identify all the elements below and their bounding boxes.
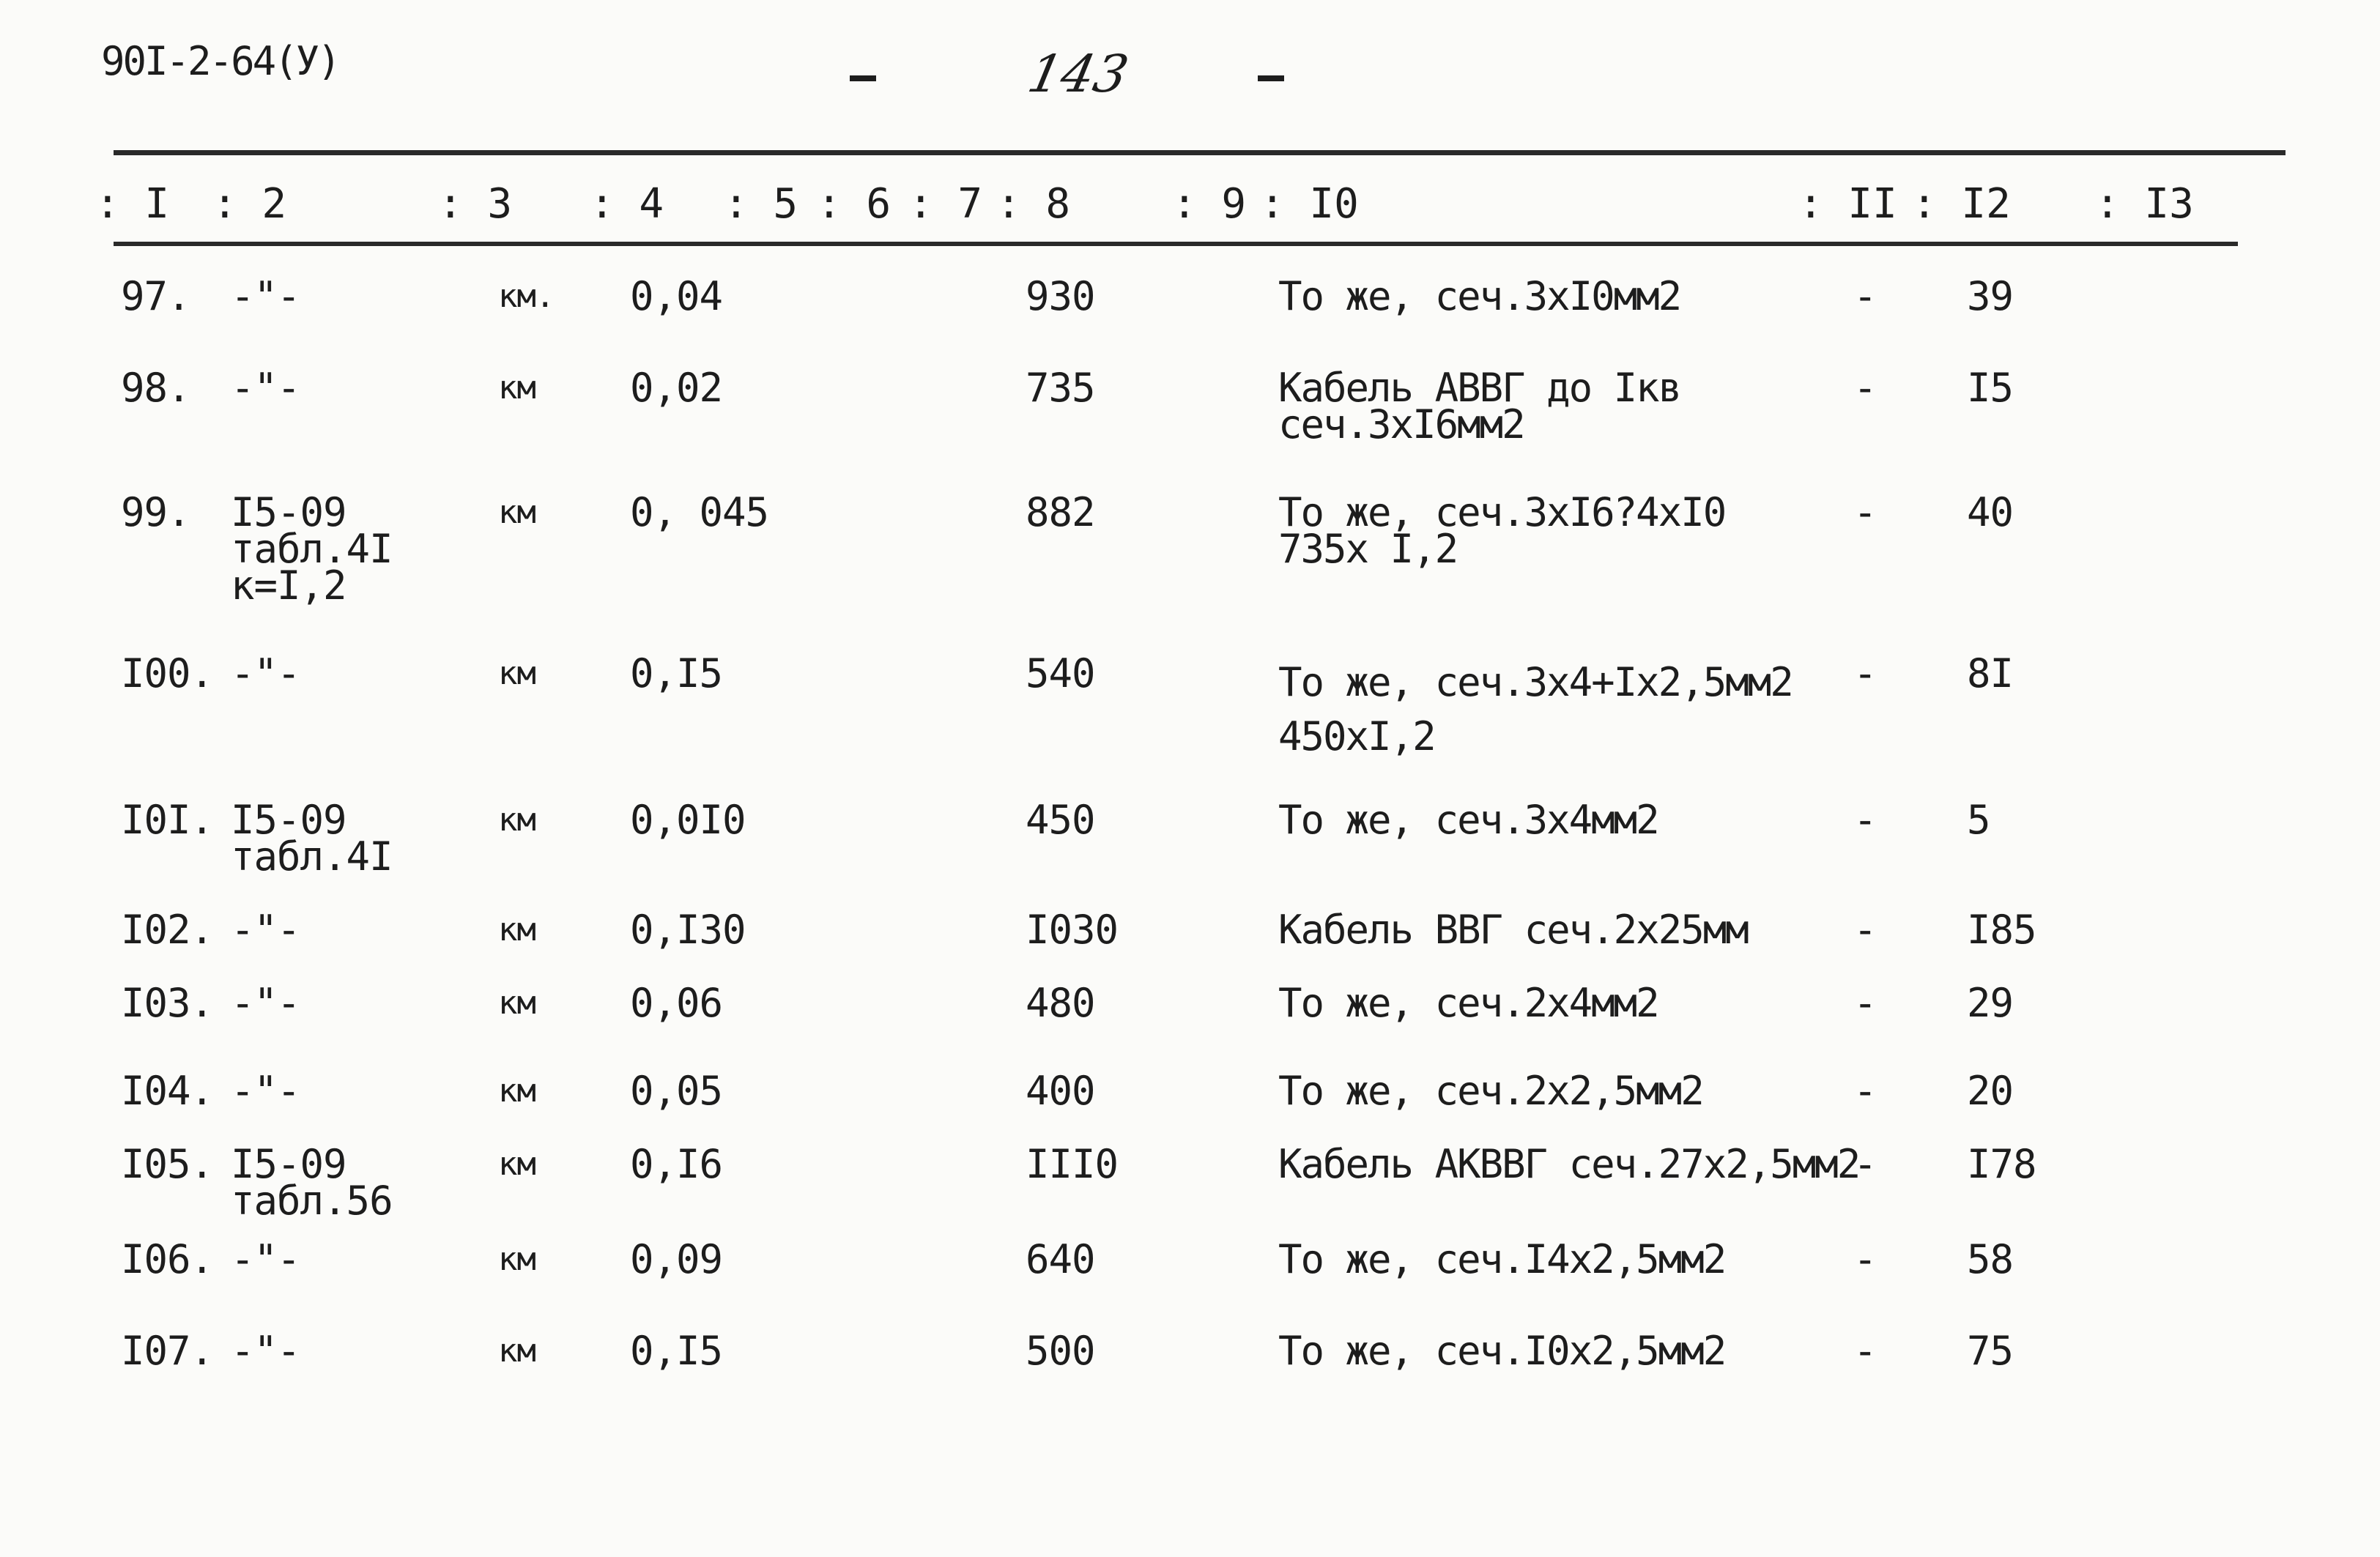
row-total: 39 (1967, 273, 2014, 319)
row-description: То же, сеч.3хI6?4хI0 735х I,2 (1278, 489, 1726, 572)
row-description: То же, сеч.3х4мм2 (1278, 797, 1658, 843)
header-rule-top (114, 150, 2286, 155)
column-header-6: : 6 (817, 180, 891, 228)
row-unit: км. (498, 278, 555, 315)
row-price: 540 (1026, 650, 1095, 696)
row-quantity: 0,I5 (630, 650, 723, 696)
row-price: I030 (1026, 907, 1119, 953)
row-total: 29 (1967, 980, 2014, 1026)
row-total: 8I (1967, 650, 2014, 696)
page-dash-right (1258, 75, 1284, 81)
row-price: 450 (1026, 797, 1095, 843)
row-dash: - (1853, 1328, 1877, 1374)
row-number: I06. (121, 1236, 214, 1282)
row-reference: I5-09 табл.4I (231, 797, 393, 880)
row-quantity: 0,I30 (630, 907, 746, 953)
row-unit: км (498, 984, 535, 1022)
row-number: 97. (121, 273, 190, 319)
row-quantity: 0,06 (630, 980, 723, 1026)
row-unit: км (498, 369, 535, 406)
row-unit: км (498, 801, 535, 839)
column-header-13: : I3 (2095, 180, 2194, 228)
row-quantity: 0,02 (630, 365, 723, 411)
row-number: I0I. (121, 797, 214, 843)
row-unit: км (498, 1072, 535, 1110)
row-description: То же, сеч.3хI0мм2 (1278, 273, 1681, 319)
row-quantity: 0,I6 (630, 1141, 723, 1187)
row-price: III0 (1026, 1141, 1119, 1187)
header-rule-bottom (114, 242, 2238, 246)
row-number: I05. (121, 1141, 214, 1187)
row-quantity: 0,0I0 (630, 797, 746, 843)
column-header-4: : 4 (590, 180, 664, 228)
row-reference: I5-09 табл.56 (231, 1141, 393, 1224)
row-number: 99. (121, 489, 190, 535)
row-price: 735 (1026, 365, 1095, 411)
page-number: 143 (1022, 44, 1133, 104)
row-number: I02. (121, 907, 214, 953)
row-reference: -"- (231, 273, 300, 319)
row-description: То же, сеч.I4х2,5мм2 (1278, 1236, 1726, 1282)
row-quantity: 0, 045 (630, 489, 769, 535)
column-header-5: : 5 (724, 180, 798, 228)
row-reference: -"- (231, 1068, 300, 1114)
row-reference: -"- (231, 1236, 300, 1282)
row-price: 400 (1026, 1068, 1095, 1114)
row-total: I5 (1967, 365, 2014, 411)
row-description: Кабель ВВГ сеч.2х25мм (1278, 907, 1748, 953)
row-description: Кабель АВВГ до Iкв сеч.3хI6мм2 (1278, 365, 1681, 447)
row-unit: км (498, 1332, 535, 1370)
row-number: I03. (121, 980, 214, 1026)
row-number: I07. (121, 1328, 214, 1374)
row-unit: км (498, 1241, 535, 1278)
column-header-7: : 7 (908, 180, 983, 228)
row-description: То же, сеч.I0х2,5мм2 (1278, 1328, 1726, 1374)
row-price: 882 (1026, 489, 1095, 535)
row-total: 58 (1967, 1236, 2014, 1282)
column-header-3: : 3 (438, 180, 513, 228)
row-reference: -"- (231, 907, 300, 953)
document-code: 90I-2-64(У) (101, 38, 339, 84)
row-dash: - (1853, 273, 1877, 319)
column-header-12: : I2 (1912, 180, 2011, 228)
row-dash: - (1853, 907, 1877, 953)
row-total: 5 (1967, 797, 1990, 843)
row-reference: -"- (231, 650, 300, 696)
column-header-1: : I (95, 180, 170, 228)
row-price: 500 (1026, 1328, 1095, 1374)
row-unit: км (498, 911, 535, 948)
row-quantity: 0,05 (630, 1068, 723, 1114)
row-total: I85 (1967, 907, 2036, 953)
row-description: То же, сеч.2х4мм2 (1278, 980, 1658, 1026)
row-number: I00. (121, 650, 214, 696)
row-dash: - (1853, 980, 1877, 1026)
row-dash: - (1853, 1236, 1877, 1282)
row-reference: -"- (231, 1328, 300, 1374)
row-dash: - (1853, 1141, 1877, 1187)
row-price: 480 (1026, 980, 1095, 1026)
row-number: I04. (121, 1068, 214, 1114)
row-reference: I5-09 табл.4I к=I,2 (231, 489, 393, 609)
row-quantity: 0,04 (630, 273, 723, 319)
row-unit: км (498, 655, 535, 692)
page-number-group (850, 44, 1284, 104)
row-description: То же, сеч.2х2,5мм2 (1278, 1068, 1703, 1114)
row-dash: - (1853, 797, 1877, 843)
row-dash: - (1853, 489, 1877, 535)
column-header-11: : II (1798, 180, 1897, 228)
row-description: Кабель АКВВГ сеч.27х2,5мм2 (1278, 1141, 1860, 1187)
row-unit: км (498, 494, 535, 531)
row-unit: км (498, 1145, 535, 1183)
row-total: 40 (1967, 489, 2014, 535)
row-dash: - (1853, 365, 1877, 411)
column-header-10: : I0 (1260, 180, 1359, 228)
page-dash-left (850, 75, 876, 81)
row-quantity: 0,I5 (630, 1328, 723, 1374)
row-quantity: 0,09 (630, 1236, 723, 1282)
row-reference: -"- (231, 980, 300, 1026)
column-header-9: : 9 (1172, 180, 1247, 228)
row-dash: - (1853, 1068, 1877, 1114)
row-price: 640 (1026, 1236, 1095, 1282)
column-header-2: : 2 (212, 180, 287, 228)
row-reference: -"- (231, 365, 300, 411)
row-number: 98. (121, 365, 190, 411)
row-total: 75 (1967, 1328, 2014, 1374)
row-description: То же, сеч.3х4+Iх2,5мм2 450хI,2 (1278, 659, 1793, 759)
row-total: I78 (1967, 1141, 2036, 1187)
row-total: 20 (1967, 1068, 2014, 1114)
column-header-8: : 8 (996, 180, 1071, 228)
row-dash: - (1853, 650, 1877, 696)
row-price: 930 (1026, 273, 1095, 319)
